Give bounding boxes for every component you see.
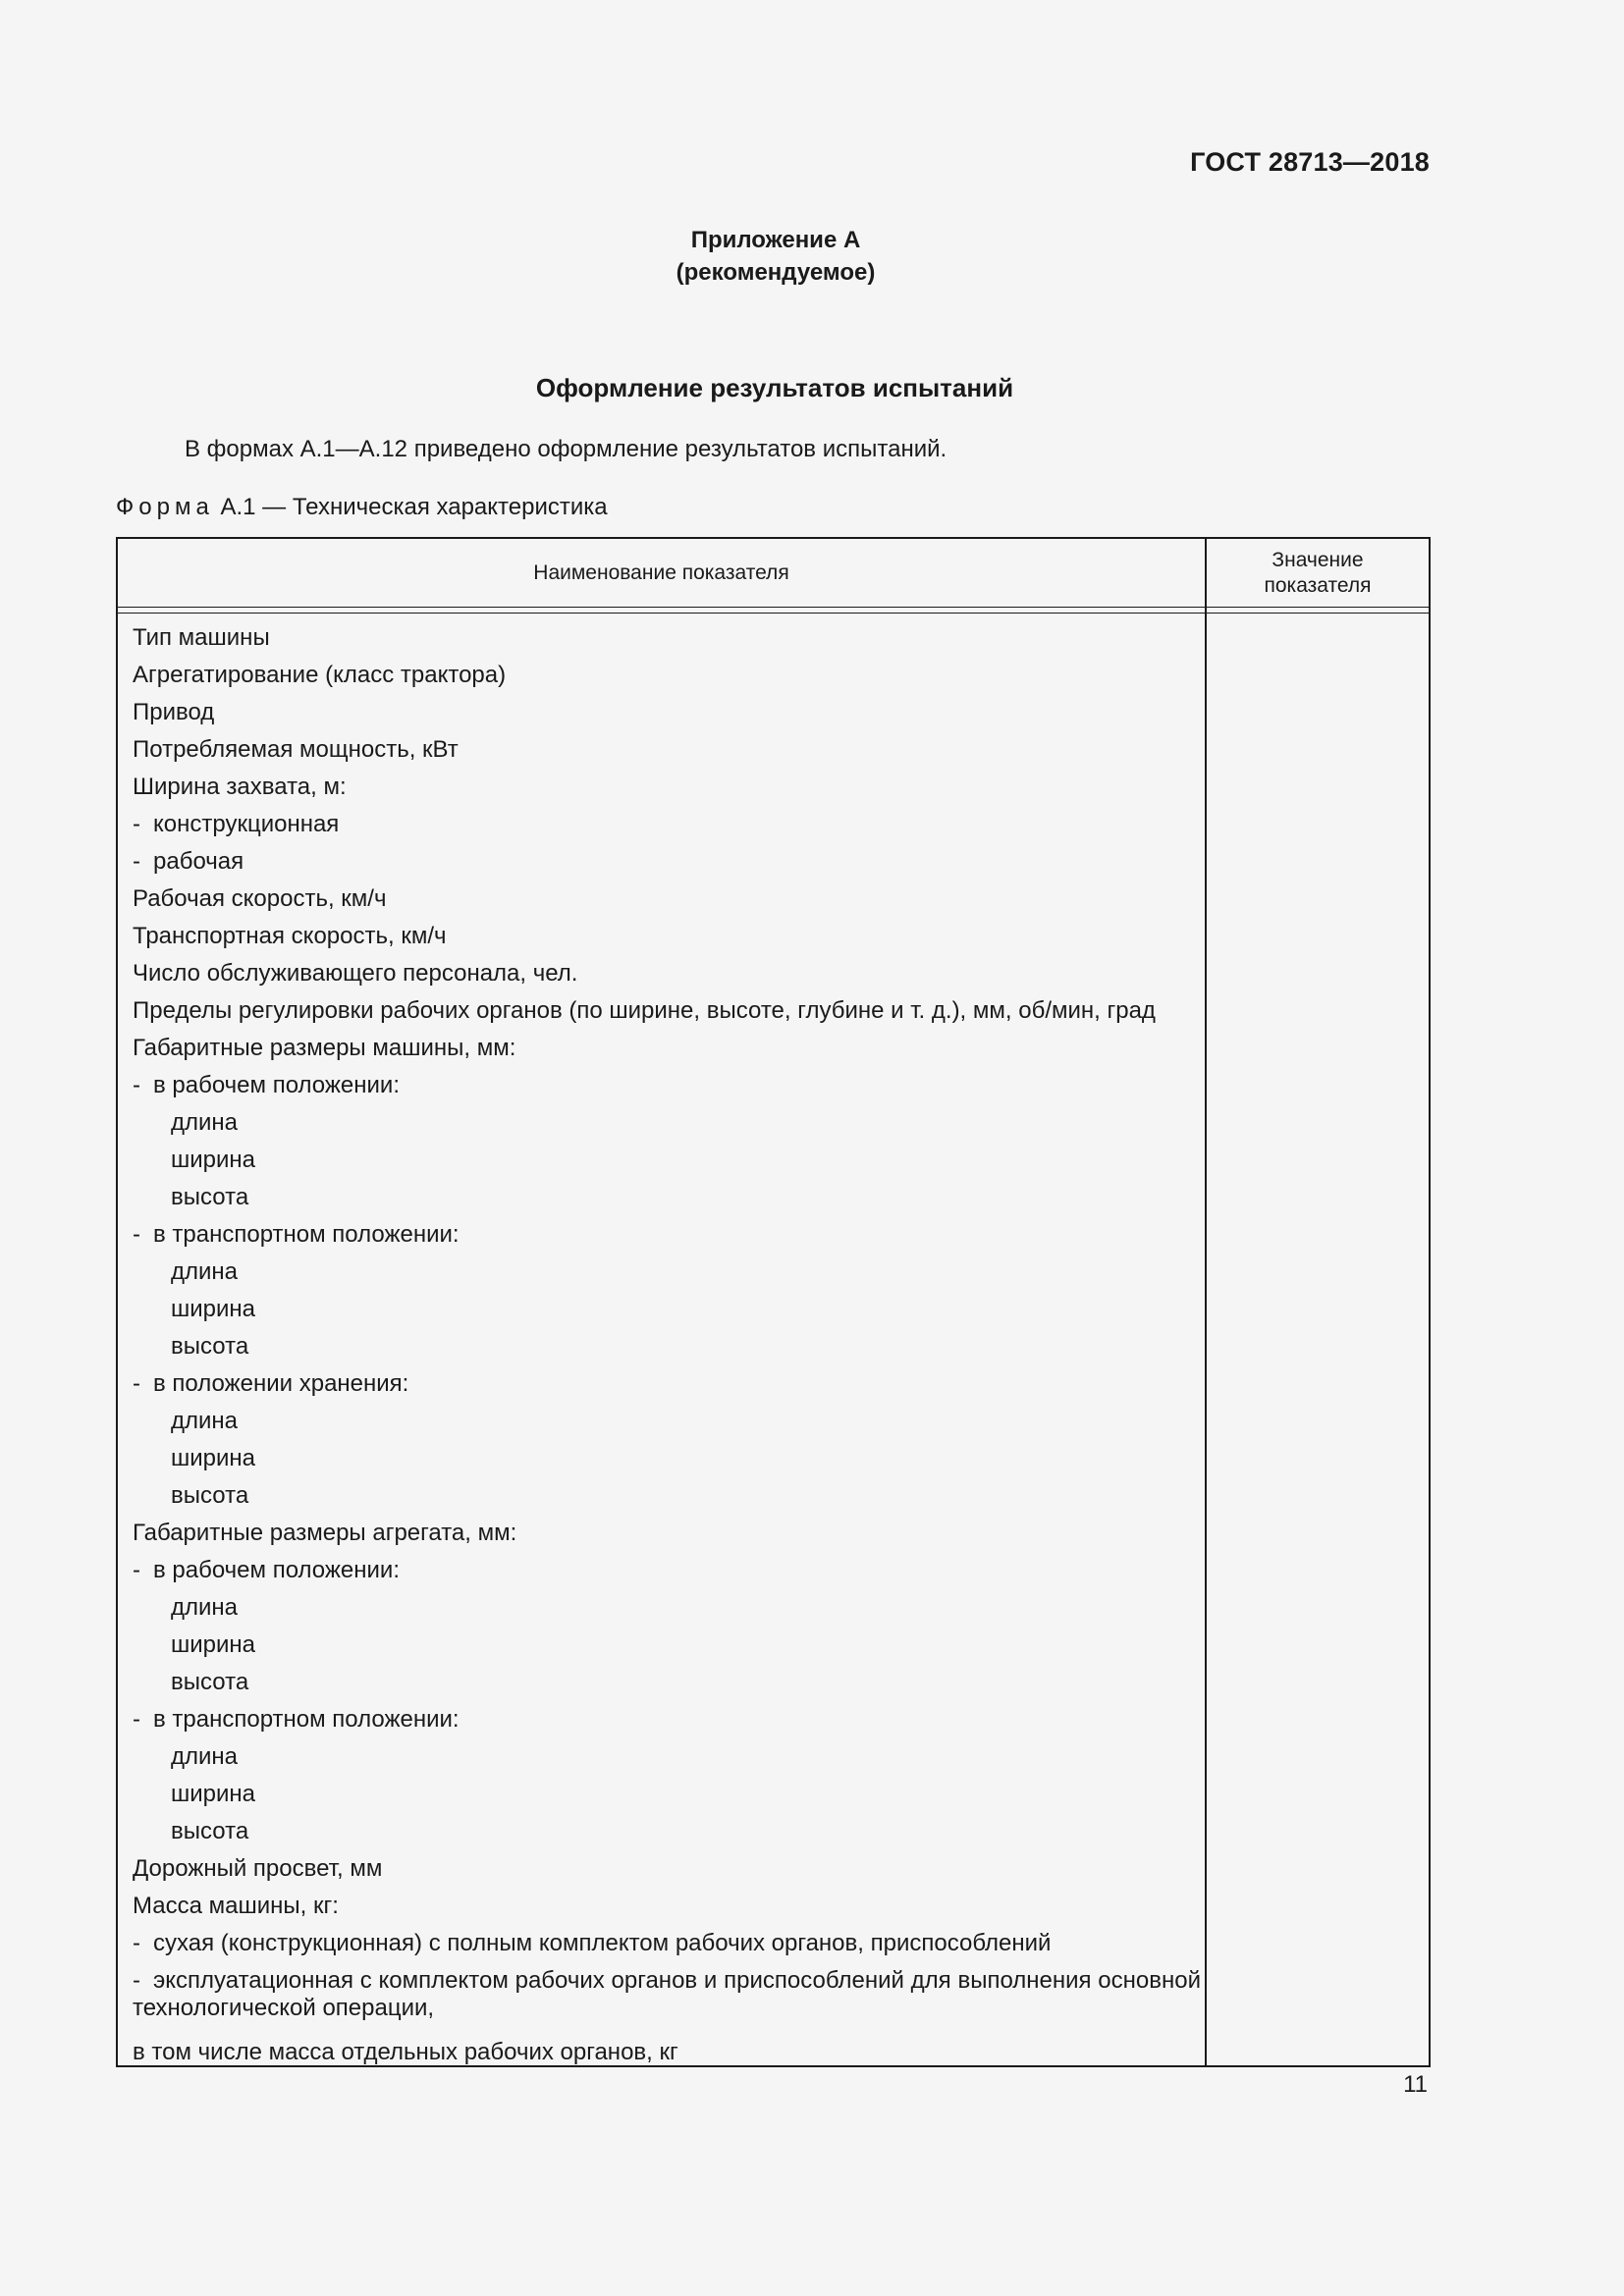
list-dash: - (133, 1967, 140, 1994)
appendix-heading (0, 224, 1551, 289)
column-header-name: Наименование показателя (533, 561, 789, 584)
column-header-value-line2: показателя (1264, 574, 1372, 597)
row-label: высота (171, 1184, 249, 1210)
row-label: Агрегатирование (класс трактора) (133, 662, 507, 688)
row-label: длина (171, 1743, 239, 1770)
row-label: Потребляемая мощность, кВт (133, 736, 459, 763)
row-label: Дорожный просвет, мм (133, 1855, 383, 1882)
table-row (133, 1888, 1201, 1925)
row-label: Число обслуживающего персонала, чел. (133, 960, 578, 987)
row-label: Рабочая скорость, км/ч (133, 885, 387, 912)
table-row (133, 1030, 1201, 1067)
row-label: сухая (конструкционная) с полным комплектом рабочих органов, приспособлений (153, 1930, 1052, 1956)
table-row (133, 1738, 1201, 1776)
list-dash: - (133, 1072, 140, 1098)
table-row (133, 694, 1201, 731)
table-row (133, 955, 1201, 992)
form-caption-word: Форма (116, 494, 214, 520)
list-dash: - (133, 1930, 140, 1956)
row-label: конструкционная (153, 811, 340, 837)
table-row (133, 1254, 1201, 1291)
row-label: в рабочем положении: (153, 1557, 401, 1583)
row-label: в том числе масса отдельных рабочих органов, кг (133, 2039, 678, 2065)
table-row (133, 731, 1201, 769)
table-row (133, 1813, 1201, 1850)
row-label: ширина (171, 1296, 256, 1322)
row-label: Габаритные размеры агрегата, мм: (133, 1520, 517, 1546)
row-label: высота (171, 1669, 249, 1695)
table-row (133, 1850, 1201, 1888)
row-label: Пределы регулировки рабочих органов (по ширине, высоте, глубине и т. д.), мм, об/мин, град (133, 997, 1156, 1024)
row-label: ширина (171, 1781, 256, 1807)
form-table (116, 537, 1431, 2067)
table-row (133, 1515, 1201, 1552)
form-caption-text: А.1 — Техническая характеристика (213, 494, 608, 520)
column-divider (1205, 539, 1207, 2065)
column-header-value-line1: Значение (1272, 549, 1364, 571)
table-row (133, 992, 1201, 1030)
row-label: длина (171, 1594, 239, 1621)
row-label: эксплуатационная с комплектом рабочих органов и приспособлений для выполнения основной технологической операции, (133, 1967, 1201, 2021)
table-row (133, 1291, 1201, 1328)
row-label: ширина (171, 1147, 256, 1173)
document-code: ГОСТ 28713—2018 (1190, 147, 1430, 177)
table-body (133, 619, 1201, 2071)
row-label: длина (171, 1258, 239, 1285)
table-row (133, 1589, 1201, 1627)
table-row (133, 1925, 1201, 1962)
table-row (133, 881, 1201, 918)
table-row (133, 2034, 1201, 2071)
list-dash: - (133, 1221, 140, 1248)
list-dash: - (133, 1370, 140, 1397)
table-row (133, 1067, 1201, 1104)
row-label: Габаритные размеры машины, мм: (133, 1035, 516, 1061)
table-row (133, 1962, 1201, 2034)
row-label: высота (171, 1333, 249, 1360)
row-label: ширина (171, 1631, 256, 1658)
table-row (133, 1216, 1201, 1254)
table-row (133, 1403, 1201, 1440)
appendix-subtitle: (рекомендуемое) (676, 259, 876, 286)
form-caption (116, 494, 608, 521)
row-label: Ширина захвата, м: (133, 774, 347, 800)
table-row (133, 1627, 1201, 1664)
list-dash: - (133, 1557, 140, 1583)
row-label: длина (171, 1109, 239, 1136)
row-label: в рабочем положении: (153, 1072, 401, 1098)
row-label: длина (171, 1408, 239, 1434)
row-label: рабочая (153, 848, 244, 875)
row-label: в транспортном положении: (153, 1221, 460, 1248)
table-row (133, 806, 1201, 843)
row-label: высота (171, 1818, 249, 1844)
table-row (133, 1328, 1201, 1365)
table-row (133, 1776, 1201, 1813)
table-row (133, 1477, 1201, 1515)
table-row (133, 1552, 1201, 1589)
row-label: Транспортная скорость, км/ч (133, 923, 447, 949)
table-row (133, 1365, 1201, 1403)
row-label: ширина (171, 1445, 256, 1471)
column-header-value (1207, 539, 1429, 608)
table-row (133, 1142, 1201, 1179)
table-row (133, 1440, 1201, 1477)
table-row (133, 657, 1201, 694)
table-row (133, 918, 1201, 955)
list-dash: - (133, 848, 140, 875)
row-label: Тип машины (133, 624, 270, 651)
table-row (133, 1179, 1201, 1216)
row-label: в положении хранения: (153, 1370, 409, 1397)
section-title: Оформление результатов испытаний (535, 373, 1014, 402)
table-row (133, 843, 1201, 881)
row-label: высота (171, 1482, 249, 1509)
table-row (133, 619, 1201, 657)
page-number: 11 (1403, 2071, 1428, 2098)
table-row (133, 769, 1201, 806)
row-label: Привод (133, 699, 215, 725)
list-dash: - (133, 811, 140, 837)
appendix-title: Приложение А (690, 227, 861, 253)
table-row (133, 1104, 1201, 1142)
table-row (133, 1701, 1201, 1738)
list-dash: - (133, 1706, 140, 1733)
intro-paragraph: В формах А.1—А.12 приведено оформление результатов испытаний. (185, 436, 947, 462)
header-rule-double (118, 613, 1429, 614)
row-label: в транспортном положении: (153, 1706, 460, 1733)
table-row (133, 1664, 1201, 1701)
row-label: Масса машины, кг: (133, 1893, 339, 1919)
